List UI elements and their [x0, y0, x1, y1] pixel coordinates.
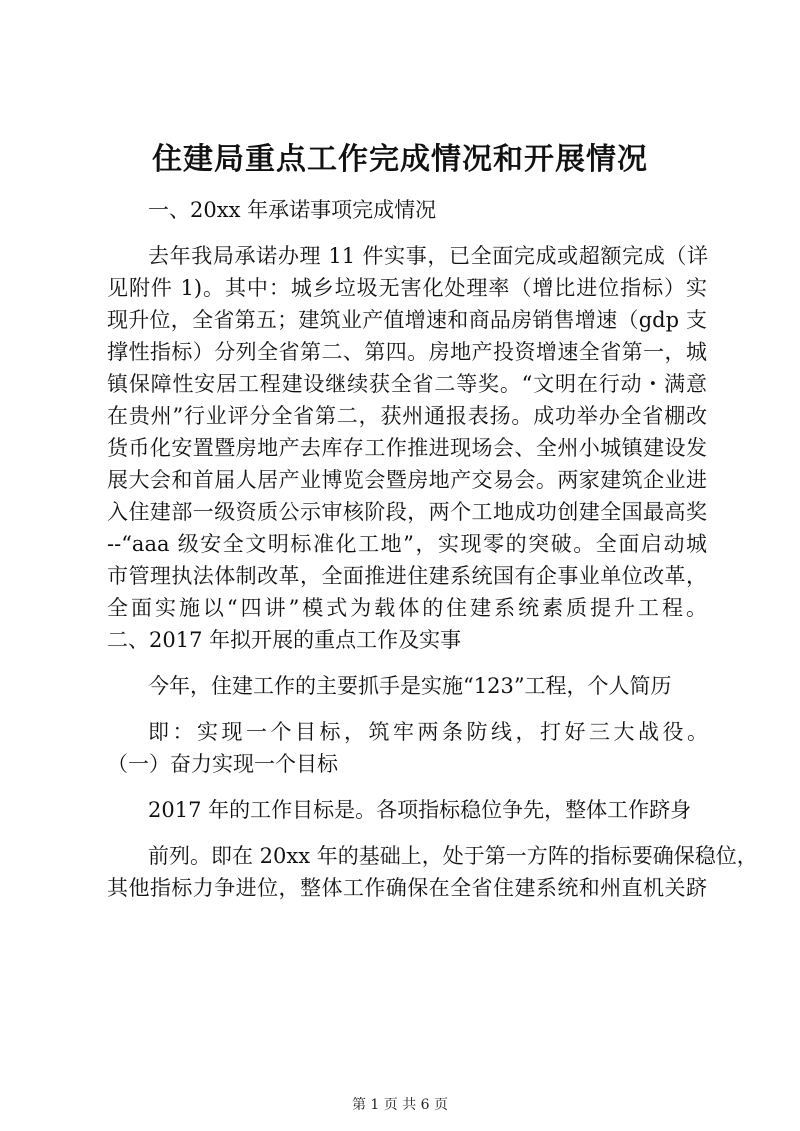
paragraph-line: 去年我局承诺办理 11 件实事，已全面完成或超额完成（详: [148, 244, 708, 268]
subsection-heading: 2017 年的工作目标是。各项指标稳位争先，整体工作跻身: [148, 798, 692, 822]
paragraph-line: 镇保障性安居工程建设继续获全省二等奖。“文明在行动・满意: [107, 372, 707, 396]
paragraph-line: 即：实现一个目标，筑牢两条防线，打好三大战役。: [148, 720, 708, 744]
paragraph-line: 全面实施以“四讲”模式为载体的住建系统素质提升工程。: [107, 596, 707, 620]
paragraph-line: 入住建部一级资质公示审核阶段，两个工地成功创建全国最高奖: [107, 500, 707, 524]
paragraph-line: 展大会和首届人居产业博览会暨房地产交易会。两家建筑企业进: [107, 468, 707, 492]
paragraph-line: （一）奋力实现一个目标: [107, 752, 338, 776]
section-heading-1: 一、20xx 年承诺事项完成情况: [148, 198, 437, 222]
paragraph-line: 在贵州”行业评分全省第二，获州通报表扬。成功举办全省棚改: [107, 404, 707, 428]
paragraph-line: --“aaa 级安全文明标准化工地”，实现零的突破。全面启动城: [107, 532, 707, 556]
paragraph-line: 货币化安置暨房地产去库存工作推进现场会、全州小城镇建设发: [107, 436, 707, 460]
paragraph-line: 前列。即在 20xx 年的基础上，处于第一方阵的指标要确保稳位，: [148, 844, 758, 868]
paragraph-line: 现升位，全省第五；建筑业产值增速和商品房销售增速（gdp 支: [107, 308, 707, 332]
paragraph-line: 见附件 1)。其中：城乡垃圾无害化处理率（增比进位指标）实: [107, 276, 707, 300]
page-number-footer: 第 1 页 共 6 页: [351, 1097, 449, 1113]
paragraph-line: 撑性指标）分列全省第二、第四。房地产投资增速全省第一，城: [107, 340, 707, 364]
paragraph-line: 其他指标力争进位，整体工作确保在全省住建系统和州直机关跻: [107, 876, 707, 900]
paragraph-line: 二、2017 年拟开展的重点工作及实事: [107, 628, 462, 652]
document-title: 住建局重点工作完成情况和开展情况: [152, 142, 648, 177]
section-heading-2: 今年，住建工作的主要抓手是实施“123”工程，个人简历: [148, 674, 672, 698]
paragraph-line: 市管理执法体制改革，全面推进住建系统国有企事业单位改革，: [107, 564, 707, 588]
